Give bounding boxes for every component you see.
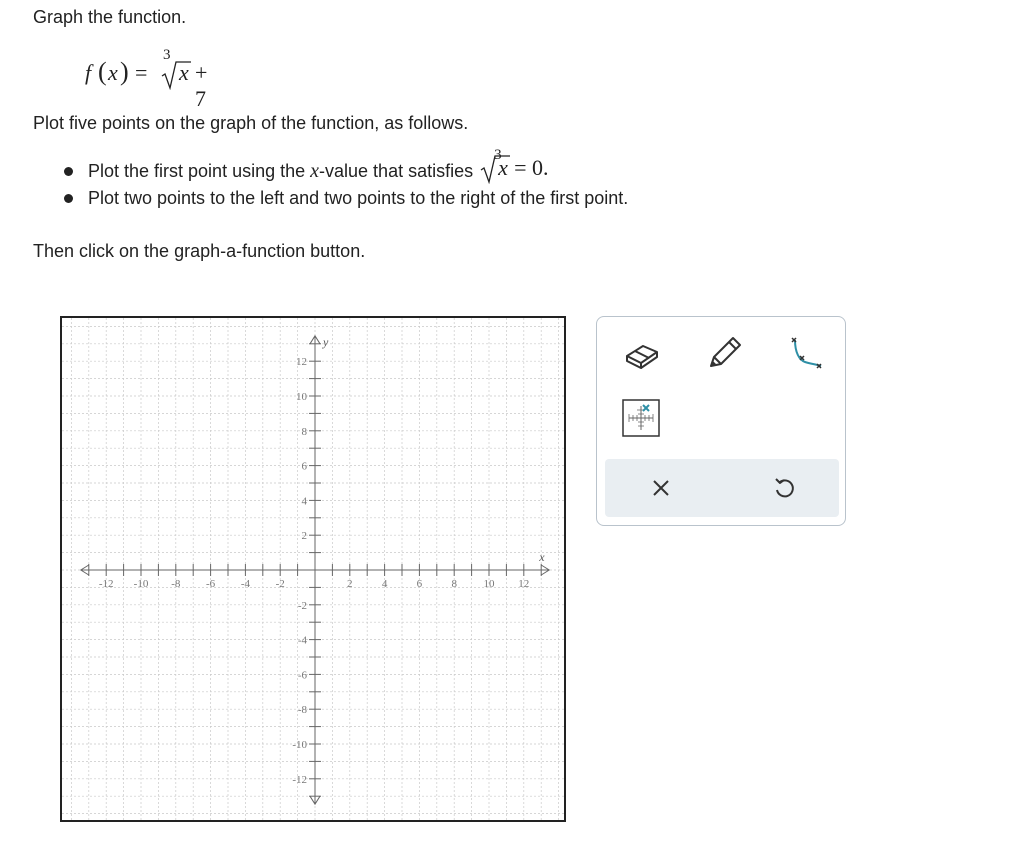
action-bar bbox=[605, 459, 839, 517]
x-tick-label: 12 bbox=[518, 578, 530, 590]
instruction-heading: Graph the function. bbox=[33, 7, 187, 27]
x-tick-label: -12 bbox=[98, 578, 114, 590]
bullet2-text: Plot two points to the left and two points to the right of the first point. bbox=[88, 188, 629, 208]
y-tick-label: -12 bbox=[292, 773, 307, 786]
pencil-icon bbox=[701, 332, 745, 372]
x-tick-label: 2 bbox=[347, 578, 353, 590]
graph-toolbox bbox=[596, 316, 846, 526]
clear-button[interactable] bbox=[639, 467, 683, 509]
condition-rhs: = 0. bbox=[514, 155, 549, 180]
condition-math bbox=[478, 147, 560, 182]
instruction-list bbox=[60, 147, 629, 214]
y-tick-label: -8 bbox=[297, 704, 307, 717]
x-tick-label: -6 bbox=[206, 578, 216, 590]
closing-instruction: Then click on the graph-a-function button. bbox=[33, 241, 366, 261]
formula-right-paren: ) bbox=[120, 57, 129, 86]
x-tick-label: -4 bbox=[240, 578, 250, 590]
x-tick-label: 8 bbox=[451, 578, 457, 590]
y-tick-label: -6 bbox=[297, 669, 307, 682]
formula-root-index: 3 bbox=[163, 47, 171, 63]
x-tick-label: 4 bbox=[381, 578, 388, 590]
y-tick-label: -2 bbox=[297, 599, 307, 612]
graph-area[interactable] bbox=[60, 316, 566, 822]
x-axis-label: x bbox=[539, 550, 545, 564]
y-tick-label: 4 bbox=[301, 495, 307, 508]
graph-function-tool[interactable] bbox=[773, 329, 829, 375]
y-tick-label: 8 bbox=[301, 425, 307, 438]
coordinate-grid[interactable] bbox=[62, 318, 564, 820]
plot-instruction: Plot five points on the graph of the function, as follows. bbox=[33, 113, 469, 133]
bullet1-middle: -value that satisfies bbox=[319, 161, 479, 181]
grid-points-icon bbox=[619, 396, 663, 440]
eraser-tool[interactable] bbox=[613, 329, 669, 375]
list-item bbox=[60, 147, 628, 187]
condition-root-index: 3 bbox=[494, 147, 502, 163]
formula-equals: = bbox=[135, 60, 148, 85]
close-icon bbox=[649, 476, 673, 500]
x-tick-label: 10 bbox=[483, 578, 495, 590]
condition-radicand: x bbox=[498, 155, 508, 180]
undo-icon bbox=[772, 475, 798, 501]
formula-left-paren: ( bbox=[98, 57, 107, 86]
list-item bbox=[60, 187, 628, 214]
y-axis-label: y bbox=[323, 334, 329, 349]
y-tick-label: 10 bbox=[296, 391, 307, 403]
undo-button[interactable] bbox=[763, 467, 807, 509]
bullet1-variable: x bbox=[310, 160, 320, 182]
point-table-tool[interactable] bbox=[613, 395, 669, 441]
bullet1-prefix: Plot the first point using the bbox=[88, 161, 311, 181]
formula-argument: x bbox=[108, 60, 118, 85]
function-name: f bbox=[85, 60, 92, 85]
formula-radicand: x bbox=[179, 60, 189, 85]
function-curve-icon bbox=[779, 332, 823, 372]
x-tick-label: 6 bbox=[416, 578, 423, 590]
pencil-tool[interactable] bbox=[695, 329, 751, 375]
y-tick-label: 2 bbox=[301, 530, 307, 543]
y-tick-label: -10 bbox=[292, 739, 307, 751]
formula-constant: + 7 bbox=[195, 60, 208, 111]
y-tick-label: 6 bbox=[301, 460, 307, 473]
eraser-icon bbox=[619, 332, 663, 372]
y-tick-label: -4 bbox=[297, 634, 307, 647]
x-tick-label: -8 bbox=[171, 578, 181, 590]
y-tick-label: 12 bbox=[296, 356, 307, 369]
x-tick-label: -10 bbox=[133, 578, 149, 590]
x-tick-label: -2 bbox=[275, 578, 285, 590]
